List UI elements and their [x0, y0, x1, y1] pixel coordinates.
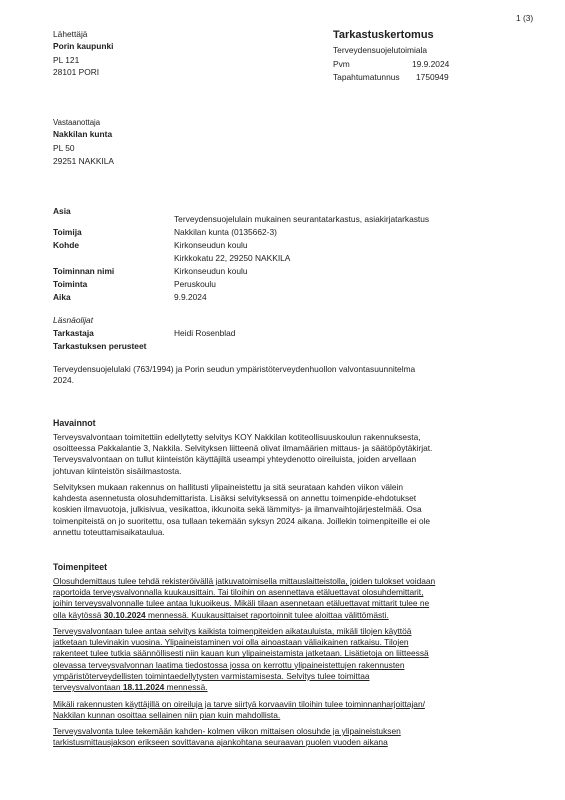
paragraph-line: Mikäli rakennusten käyttäjillä on oireiluja ja tarve siirtyä korvaaviin tiloihin tulee toiminnanharjoittajan/ [53, 699, 425, 709]
report-title: Tarkastuskertomus [333, 29, 434, 41]
report-department: Terveydensuojelutoimiala [333, 45, 428, 55]
tarkastuksen-perusteet-label: Tarkastuksen perusteet [53, 341, 147, 351]
page-number: 1 (3) [516, 13, 534, 23]
asia-value: Terveydensuojelulain mukainen seurantatarkastus, asiakirjatarkastus [174, 214, 430, 224]
paragraph-line: Nakkilan kunnan osoittaa sellainen niin pian kuin mahdollista. [53, 710, 281, 721]
havainnot-heading: Havainnot [53, 418, 96, 428]
basis-line: Terveydensuojelulaki (763/1994) ja Porin seudun ympäristöterveydenhuollon valvontasuunnitelma [53, 364, 416, 374]
sender-address-line1: PL 121 [53, 55, 80, 65]
basis-line: 2024. [53, 375, 74, 386]
paragraph-line: Terveysvalvontaan toimitettiin edellytetty selvitys KOY Nakkilan kotiteollisuuskoulun rakennuksesta, [53, 432, 421, 442]
toimija-value: Nakkilan kunta (0135662-3) [174, 227, 277, 237]
report-date-value: 19.9.2024 [412, 59, 450, 69]
paragraph-line: ympäristöterveydellisten toimintaedellytysten varmistamisesta. Selvitys tulee toimittaa [53, 670, 370, 681]
paragraph-line: johtuvan kiinteistön sisäilmastosta. [53, 465, 182, 476]
kohde-label: Kohde [53, 240, 80, 250]
toimenpiteet-paragraph-3 [53, 699, 473, 721]
basis-paragraph [53, 364, 473, 386]
aika-value: 9.9.2024 [174, 292, 207, 302]
paragraph-line [53, 610, 473, 621]
toimija-label: Toimija [53, 227, 82, 237]
toimenpiteet-paragraph-2 [53, 626, 473, 693]
lasnaolijat-label: Läsnäolijat [53, 315, 94, 325]
line-text: olla käytössä [53, 609, 104, 620]
sender-heading: Lähettäjä [53, 29, 88, 39]
paragraph-line: koskien ilmavuotoja, julkisivua, vesikattoa, ikkunoita sekä lämmitys- ja ilmanvaihtojärjestelmää. Osa [53, 504, 422, 515]
paragraph-line: Selvityksen mukaan rakennus on hallitusti ylipaineistettu ja sitä seurataan kahden viikon välein [53, 482, 404, 492]
tarkastaja-value: Heidi Rosenblad [174, 328, 236, 338]
paragraph-line: joihin terveysvalvonnalle tulee antaa lukuoikeus. Mikäli tilaan asennetaan etäluettavat mittarit tulee ne [53, 598, 430, 609]
kohde-value-line1: Kirkonseudun koulu [174, 240, 248, 250]
toiminnan-nimi-label: Toiminnan nimi [53, 266, 115, 276]
tarkastaja-label: Tarkastaja [53, 328, 94, 338]
paragraph-line: Terveysvalvontaan tulee antaa selvitys kaikista toimenpiteiden aikatauluista, mikäli tilojen käyttöä [53, 626, 412, 636]
sender-name: Porin kaupunki [53, 41, 114, 51]
recipient-address-line1: PL 50 [53, 143, 75, 153]
paragraph-line: toimenpiteistä on jo suoritettu, osa tullaan tekemään syksyn 2024 aikana. Joillekin toimenpiteille ei ole [53, 515, 431, 526]
asia-label: Asia [53, 206, 71, 216]
report-case-value: 1750949 [416, 72, 449, 82]
havainnot-paragraph-2 [53, 482, 473, 538]
line-text: mennessä. Kuukausittaiset raportoinnit tulee aloittaa välittömästi. [145, 609, 389, 620]
kohde-value-line2: Kirkkokatu 22, 29250 NAKKILA [174, 253, 291, 263]
paragraph-line: tarkistusmittausjakson erikseen sovittavana ajankohtana seuraavan puolen vuoden aikana [53, 737, 388, 748]
toimenpiteet-paragraph-1 [53, 576, 473, 621]
paragraph-line: kahdesta asennetusta olosuhdemittarista. Lisäksi selvityksessä on annettu toimenpide-ehdotukset [53, 493, 417, 504]
toimenpiteet-heading: Toimenpiteet [53, 562, 108, 572]
toiminnan-nimi-value: Kirkonseudun koulu [174, 266, 248, 276]
deadline-date: 30.10.2024 [103, 609, 146, 620]
paragraph-line: osoitteessa Pakkalantie 3, Nakkila. Selvityksen liitteenä olivat ilmamäärien mittaus- ja säätöpöytäkirjat. [53, 443, 433, 454]
paragraph-line: Olosuhdemittaus tulee tehdä rekisteröivällä jatkuvatoimisella mittauslaitteistolla, joiden tulokset voidaan [53, 576, 436, 586]
paragraph-line: Terveysvalvontaan on tullut kiinteistön käyttäjiltä useampi yhteydenotto oireiluista, joiden arvellaan [53, 454, 417, 465]
toiminta-label: Toiminta [53, 279, 88, 289]
line-text: terveysvalvontaan [53, 682, 123, 693]
line-text: mennessä. [164, 682, 208, 693]
paragraph-line: annettu toteuttamisaikataulua. [53, 526, 165, 537]
sender-address-line2: 28101 PORI [53, 67, 100, 77]
paragraph-line: rakenteet tulee tutkia säännöllisesti niin kauan kun ylipaineistamista jatketaan. Lisätietoja on liitteessä [53, 648, 429, 659]
paragraph-line: Terveysvalvonta tulee tekemään kahden- kolmen viikon mittaisen olosuhde ja ylipaineistuksen [53, 726, 401, 736]
paragraph-line: jatketaan tulevinakin vuosina. Ylipaineistaminen voi olla ainoastaan väliaikainen ratkaisu. Tilojen [53, 637, 409, 648]
paragraph-line: olevassa terveysvalvonnan laatima tiedostossa jossa on kerrottu ylipaineistettujen rakennusten [53, 659, 405, 670]
report-date-label: Pvm [333, 59, 350, 69]
recipient-heading: Vastaanottaja [53, 118, 101, 127]
aika-label: Aika [53, 292, 71, 302]
recipient-name: Nakkilan kunta [53, 129, 113, 139]
toiminta-value: Peruskoulu [174, 279, 216, 289]
havainnot-paragraph-1 [53, 432, 473, 477]
report-case-label: Tapahtumatunnus [333, 72, 400, 82]
paragraph-line: raportoida terveysvalvonnalla kuukausittain. Tai tiloihin on asennettava etäluettavat olosuhdemittarit, [53, 587, 424, 598]
recipient-address-line2: 29251 NAKKILA [53, 156, 114, 166]
deadline-date: 18.11.2024 [122, 682, 165, 693]
toimenpiteet-paragraph-4 [53, 726, 473, 748]
paragraph-line [53, 682, 473, 693]
